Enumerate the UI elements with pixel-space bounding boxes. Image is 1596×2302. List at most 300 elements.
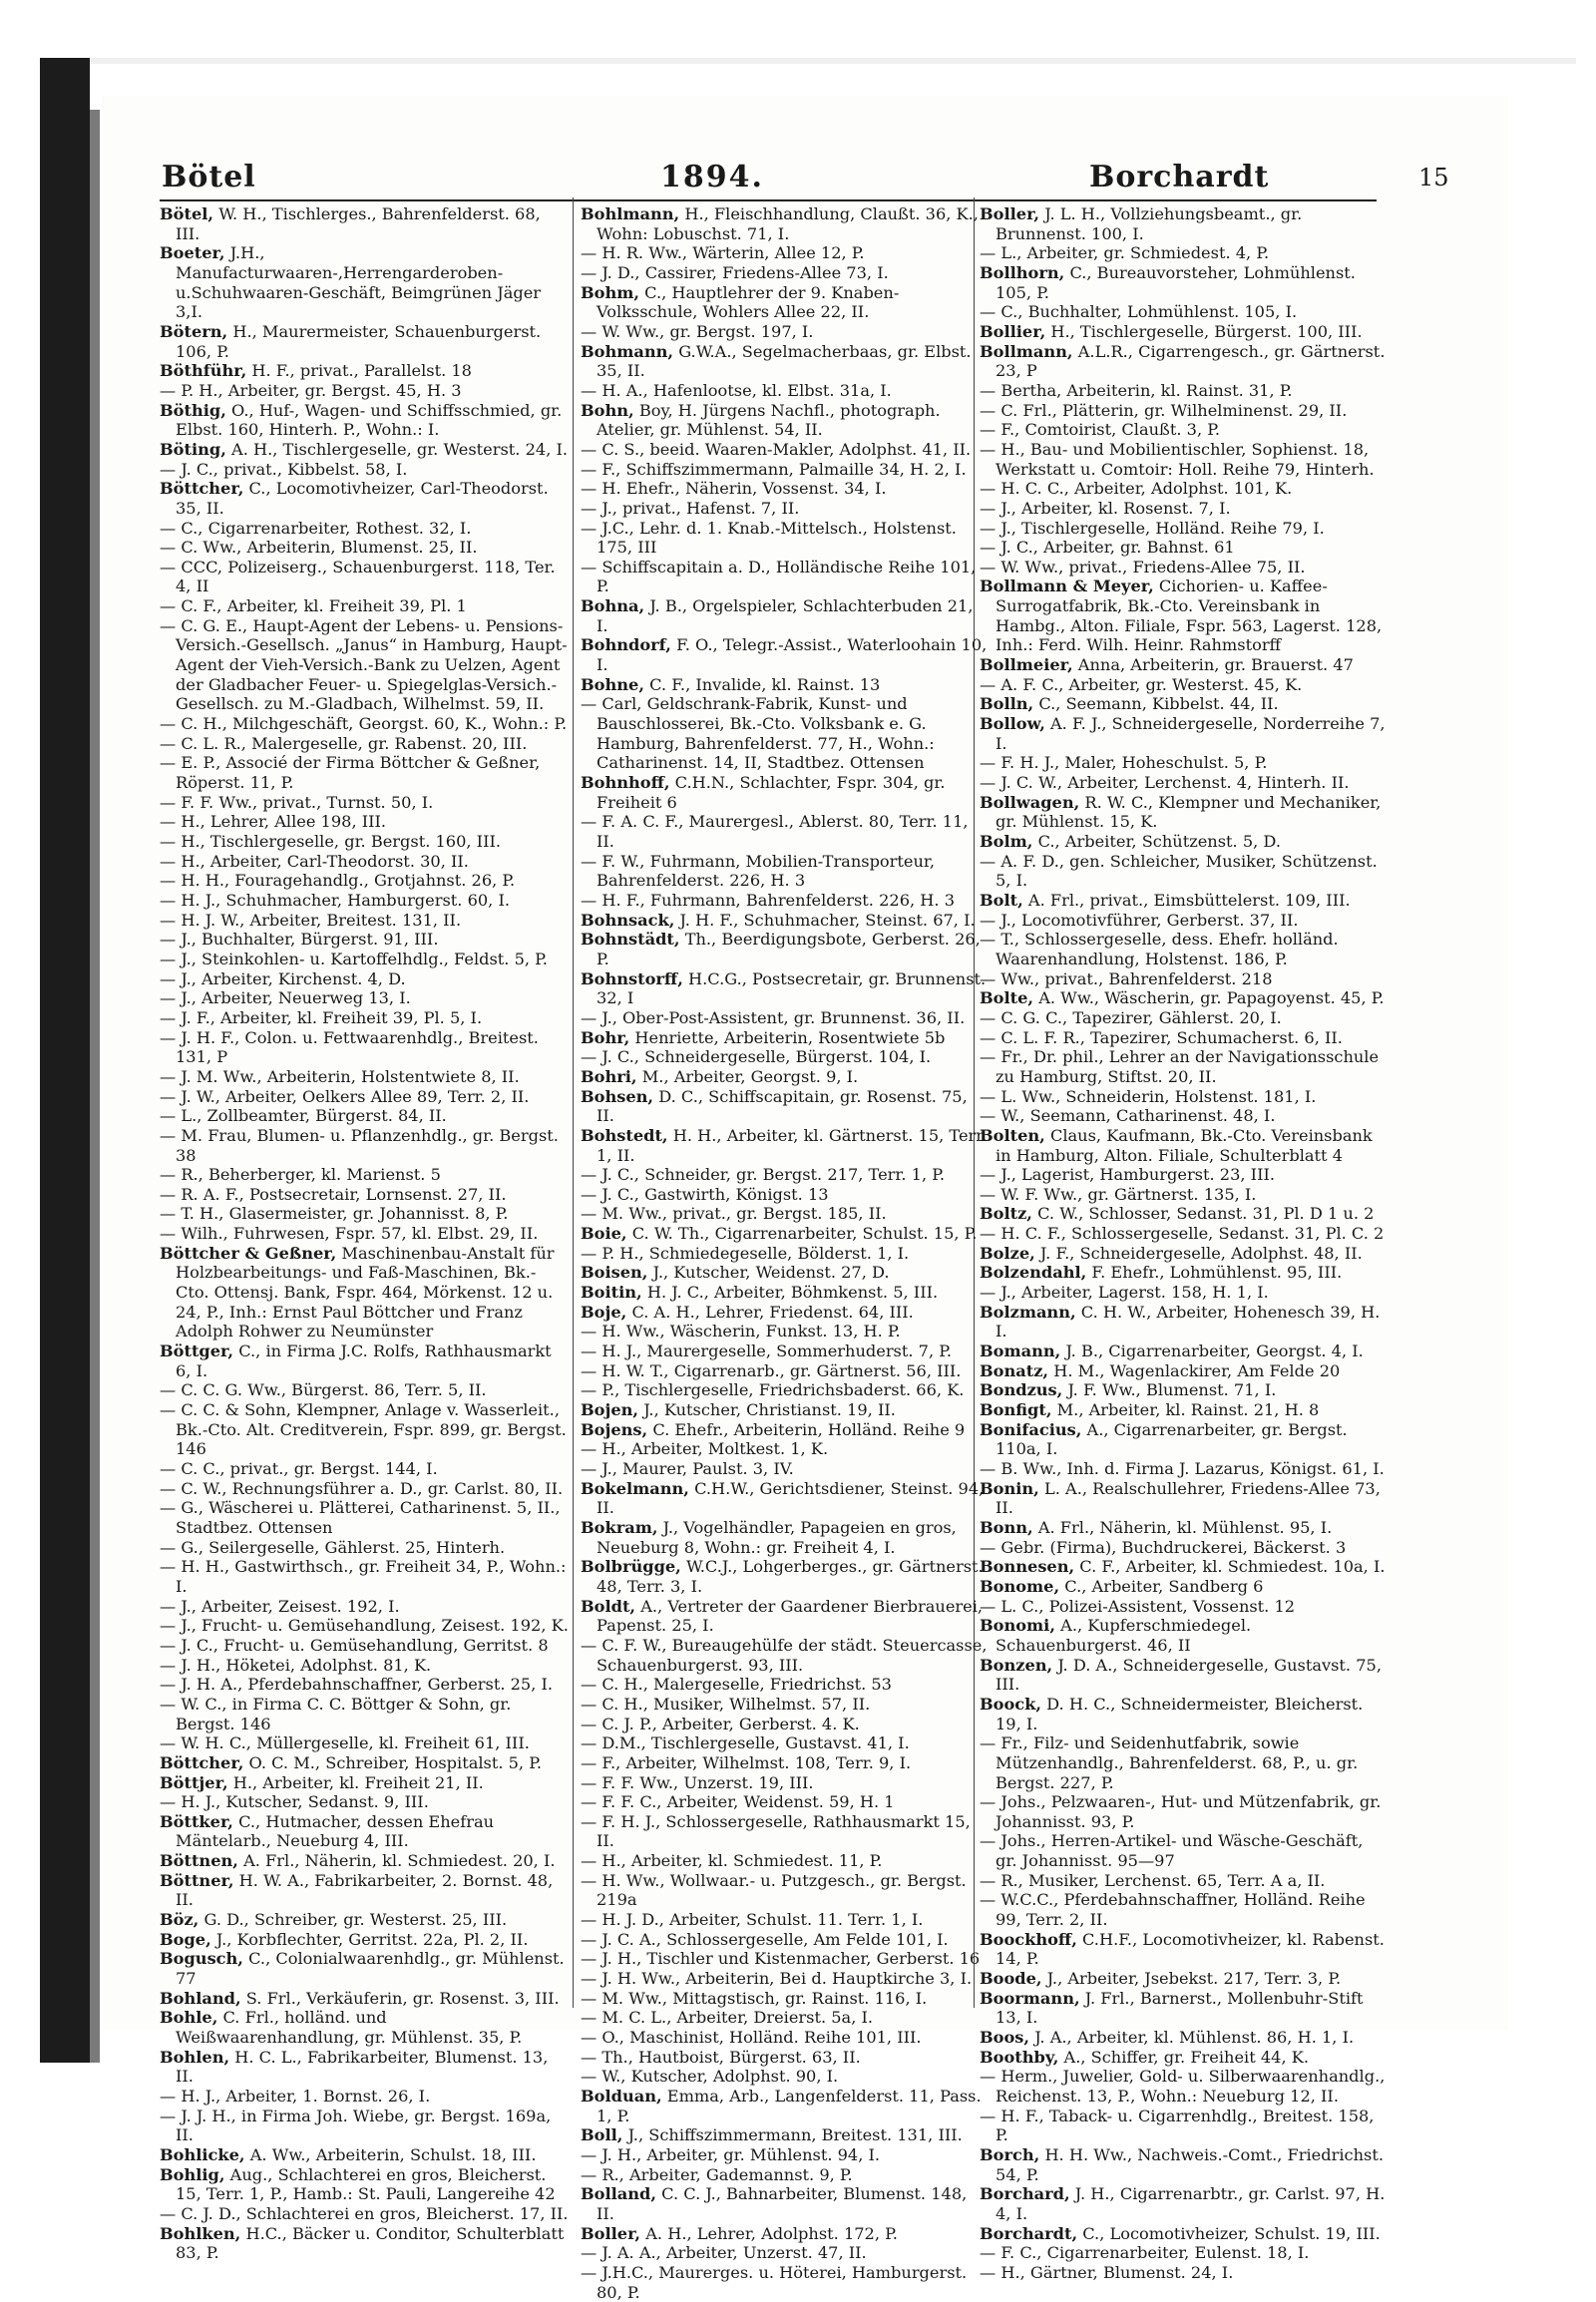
entry-surname: Bohnstädt, xyxy=(581,930,680,950)
entry-surname: Böttner, xyxy=(160,1870,234,1890)
entry-details: — J. W., Arbeiter, Oelkers Allee 89, Terr. 2, II. xyxy=(160,1086,530,1106)
entry-details: J., Arbeiter, Jsebekst. 217, Terr. 3, P. xyxy=(1046,1969,1342,1989)
entry-details: — D.M., Tischlergeselle, Gustavst. 41, I. xyxy=(581,1733,910,1753)
entry-details: J., Kutscher, Weidenst. 27, D. xyxy=(652,1263,890,1283)
directory-entry xyxy=(581,479,990,499)
directory-entry xyxy=(980,1342,1389,1361)
entry-surname: Bollmann & Meyer, xyxy=(980,576,1154,596)
entry-details: — J. C., Schneidergeselle, Bürgerst. 104, I. xyxy=(581,1047,932,1067)
directory-entry xyxy=(160,1949,569,1988)
directory-entry xyxy=(581,1047,990,1067)
directory-entry xyxy=(581,204,990,243)
entry-details: — W. Ww., gr. Bergst. 197, I. xyxy=(581,321,814,341)
entry-surname: Bogusch, xyxy=(160,1949,243,1969)
entry-details: — J., Tischlergeselle, Holländ. Reihe 79, I. xyxy=(980,518,1325,538)
entry-details: — C. G. C., Tapezirer, Gählerst. 20, I. xyxy=(980,1007,1282,1027)
entry-details: O., Huf-, Wagen- und Schiffsschmied, gr. Elbst. 160, Hinterh. P., Wohn.: I. xyxy=(176,400,563,440)
directory-entry xyxy=(581,283,990,322)
directory-entry xyxy=(581,1989,990,2009)
entry-details: W.C.J., Lohgerberges., gr. Gärtnerst. 48, Terr. 3, I. xyxy=(597,1557,984,1596)
entry-details: — C. S., beeid. Waaren-Makler, Adolphst. 41, II. xyxy=(581,439,972,459)
entry-details: A. Frl., Näherin, kl. Mühlenst. 95, I. xyxy=(1037,1517,1333,1537)
entry-surname: Bokram, xyxy=(581,1517,658,1537)
entry-surname: Böttcher, xyxy=(160,1752,244,1772)
entry-details: Anna, Arbeiterin, gr. Brauerst. 47 xyxy=(1077,655,1354,675)
directory-column-2 xyxy=(581,204,990,2302)
entry-details: — J. H. A., Pferdebahnschaffner, Gerberst. 25, I. xyxy=(160,1675,554,1695)
entry-details: C. W., Schlosser, Sedanst. 31, Pl. D 1 u. 2 xyxy=(1037,1204,1375,1224)
entry-surname: Bohnhoff, xyxy=(581,773,670,793)
entry-details: — H. R. Ww., Wärterin, Allee 12, P. xyxy=(581,243,865,263)
page-header xyxy=(102,160,1508,199)
directory-entry xyxy=(160,1165,569,1185)
directory-entry xyxy=(581,1263,990,1283)
entry-surname: Borchardt, xyxy=(980,2223,1078,2243)
entry-details: C., Colonialwaarenhdlg., gr. Mühlenst. 77 xyxy=(176,1949,565,1989)
entry-details: M., Arbeiter, Georgst. 9, I. xyxy=(641,1066,859,1086)
entry-details: — T. H., Glasermeister, gr. Johannisst. 8, P. xyxy=(160,1204,509,1224)
entry-details: — J. C., Frucht- u. Gemüsehandlung, Gerritst. 8 xyxy=(160,1635,549,1655)
directory-entry xyxy=(581,930,990,968)
directory-entry xyxy=(581,1400,990,1420)
entry-details: C., Seemann, Kibbelst. 44, II. xyxy=(1038,694,1279,714)
directory-entry xyxy=(980,263,1389,302)
directory-entry xyxy=(581,2145,990,2165)
directory-entry xyxy=(160,1459,569,1479)
entry-surname: Böz, xyxy=(160,1910,200,1930)
entry-surname: Boeter, xyxy=(160,243,225,263)
directory-entry xyxy=(980,694,1389,714)
entry-details: — Carl, Geldschrank-Fabrik, Kunst- und Bauschlosserei, Bk.-Cto. Volksbank e. G. Hamburg, Bahrenfelderst. 77, H., Wohn.: Catharinenst. 14, II, Stadtbez. Ottensen xyxy=(581,694,935,773)
directory-entry xyxy=(581,1773,990,1793)
entry-details: J. H. F., Schuhmacher, Steinst. 67, I. xyxy=(679,910,976,930)
entry-details: A. Frl., Näherin, kl. Schmiedest. 20, I. xyxy=(243,1851,556,1871)
entry-details: C., Locomotivheizer, Carl-Theodorst. 35, II. xyxy=(176,479,549,518)
directory-entry xyxy=(160,1557,569,1596)
entry-details: J. A., Arbeiter, kl. Mühlenst. 86, H. 1, I. xyxy=(1034,2028,1355,2048)
entry-surname: Bojens, xyxy=(581,1419,648,1439)
entry-details: — J., Locomotivführer, Gerberst. 37, II. xyxy=(980,910,1299,930)
directory-entry xyxy=(581,1165,990,1185)
directory-entry xyxy=(160,1753,569,1773)
entry-details: J., Kutscher, Christianst. 19, II. xyxy=(643,1400,896,1420)
entry-details: — J.H.C., Maurerges. u. Höterei, Hamburgerst. 80, P. xyxy=(581,2262,968,2302)
directory-entry xyxy=(160,1675,569,1695)
entry-details: — J. C., Schneider, gr. Bergst. 217, Terr. 1, P. xyxy=(581,1165,945,1185)
directory-entry xyxy=(581,635,990,674)
entry-details: — L. C., Polizei-Assistent, Vossenst. 12 xyxy=(980,1596,1296,1616)
entry-surname: Bolzendahl, xyxy=(980,1263,1087,1283)
directory-entry xyxy=(160,1479,569,1499)
entry-details: — F. A. C. F., Maurergesl., Ablerst. 80, Terr. 11, II. xyxy=(581,812,969,851)
directory-entry xyxy=(980,969,1389,989)
entry-surname: Bohne, xyxy=(581,674,644,694)
entry-surname: Boisen, xyxy=(581,1263,648,1283)
entry-details: — Fr., Filz- und Seidenhutfabrik, sowie Mützenhandlg., Bahrenfelderst. 68, P., u. gr. Bergst. 227, P. xyxy=(980,1733,1359,1792)
entry-surname: Boller, xyxy=(980,204,1040,223)
entry-details: — R., Arbeiter, Gademannst. 9, P. xyxy=(581,2164,853,2184)
directory-entry xyxy=(581,263,990,283)
entry-details: — H., Tischlergeselle, gr. Bergst. 160, III. xyxy=(160,832,502,851)
directory-entry xyxy=(160,1126,569,1165)
directory-entry xyxy=(160,1792,569,1812)
entry-details: A., Vertreter der Gaardener Bierbrauerei, Papenst. 25, I. xyxy=(597,1596,984,1636)
directory-entry xyxy=(160,381,569,401)
directory-entry xyxy=(581,243,990,263)
directory-entry xyxy=(980,1930,1389,1969)
directory-entry xyxy=(160,1851,569,1871)
entry-details: — C. L. R., Malergeselle, gr. Rabenst. 20, III. xyxy=(160,733,528,753)
directory-entry xyxy=(581,2087,990,2125)
entry-details: — H., Arbeiter, Carl-Theodorst. 30, II. xyxy=(160,851,469,871)
entry-details: — G., Seilergeselle, Gählerst. 25, Hinterh. xyxy=(160,1537,506,1557)
entry-surname: Bolln, xyxy=(980,694,1034,714)
directory-entry xyxy=(581,1342,990,1361)
directory-entry xyxy=(160,1224,569,1244)
entry-surname: Bohm, xyxy=(581,282,640,302)
directory-entry xyxy=(980,1969,1389,1989)
directory-entry xyxy=(160,1204,569,1224)
entry-details: — H. H., Fouragehandlg., Grotjahnst. 26, P. xyxy=(160,871,516,891)
entry-details: — J., Arbeiter, Neuerweg 13, I. xyxy=(160,988,411,1008)
entry-details: — H. Ww., Wollwaar.- u. Putzgesch., gr. Bergst. 219a xyxy=(581,1870,967,1910)
directory-entry xyxy=(160,204,569,243)
entry-details: J. D. A., Schneidergeselle, Gustavst. 75, III. xyxy=(996,1655,1382,1695)
directory-entry xyxy=(581,1479,990,1518)
entry-details: — J. C. W., Arbeiter, Lerchenst. 4, Hinterh. II. xyxy=(980,773,1350,793)
directory-entry xyxy=(581,1695,990,1715)
entry-surname: Boock, xyxy=(980,1694,1041,1714)
directory-entry xyxy=(160,911,569,931)
directory-entry xyxy=(980,1400,1389,1420)
directory-entry xyxy=(160,538,569,558)
entry-details: — F. F. C., Arbeiter, Weidenst. 59, H. 1 xyxy=(581,1792,895,1812)
entry-details: — H., Arbeiter, Moltkest. 1, K. xyxy=(581,1439,829,1459)
entry-surname: Boode, xyxy=(980,1969,1042,1989)
entry-details: — L., Zollbeamter, Bürgerst. 84, II. xyxy=(160,1106,447,1126)
directory-entry xyxy=(160,988,569,1008)
entry-details: — CCC, Polizeiserg., Schauenburgerst. 118, Ter. 4, II xyxy=(160,557,556,596)
entry-surname: Bolten, xyxy=(980,1125,1045,1145)
entry-details: J. B., Orgelspieler, Schlachterbuden 21, I. xyxy=(597,596,974,635)
entry-surname: Bohlken, xyxy=(160,2223,241,2243)
directory-entry xyxy=(160,1380,569,1400)
directory-entry xyxy=(581,1361,990,1381)
directory-entry xyxy=(160,852,569,872)
entry-surname: Boos, xyxy=(980,2028,1030,2048)
entry-details: G.W.A., Segelmacherbaas, gr. Elbst. 35, II. xyxy=(597,341,972,381)
directory-entry xyxy=(980,1518,1389,1538)
entry-details: — J., Arbeiter, Lagerst. 158, H. 1, I. xyxy=(980,1283,1269,1303)
directory-entry xyxy=(980,1871,1389,1891)
entry-surname: Boie, xyxy=(581,1224,627,1244)
directory-entry xyxy=(581,812,990,851)
entry-surname: Bötel, xyxy=(160,204,214,223)
entry-details: — W. Ww., privat., Friedens-Allee 75, II. xyxy=(980,557,1306,576)
entry-surname: Bohlicke, xyxy=(160,2144,245,2164)
entry-details: H., Maurermeister, Schauenburgerst. 106, P. xyxy=(176,321,542,361)
entry-details: — J., Arbeiter, kl. Rosenst. 7, I. xyxy=(980,498,1231,518)
directory-entry xyxy=(980,2048,1389,2068)
entry-details: — J. C., Arbeiter, gr. Bahnst. 61 xyxy=(980,538,1235,558)
entry-surname: Bohri, xyxy=(581,1066,637,1086)
entry-details: — F. C., Cigarrenarbeiter, Eulenst. 18, I. xyxy=(980,2243,1310,2263)
entry-details: — H. Ww., Wäscherin, Funkst. 13, H. P. xyxy=(581,1322,901,1342)
directory-entry xyxy=(980,930,1389,968)
entry-details: Claus, Kaufmann, Bk.-Cto. Vereinsbank in Hamburg, Alton. Filiale, Schulterblatt 4 xyxy=(996,1125,1373,1165)
entry-details: — H. H., Gastwirthsch., gr. Freiheit 34, P., Wohn.: I. xyxy=(160,1557,567,1596)
entry-details: C., in Firma J.C. Rolfs, Rathhausmarkt 6, I. xyxy=(176,1342,552,1380)
entry-details: F. O., Telegr.-Assist., Waterloohain 10, I. xyxy=(597,635,988,675)
entry-details: — C., Buchhalter, Lohmühlenst. 105, I. xyxy=(980,302,1298,322)
entry-surname: Bohlig, xyxy=(160,2164,225,2184)
entry-surname: Bollhorn, xyxy=(980,262,1065,282)
directory-entry xyxy=(581,1283,990,1303)
directory-entry xyxy=(980,2243,1389,2263)
entry-details: C. H. W., Arbeiter, Hohenesch 39, H. I. xyxy=(996,1302,1381,1342)
directory-entry xyxy=(160,1616,569,1636)
entry-details: Th., Beerdigungsbote, Gerberst. 26, P. xyxy=(597,930,981,968)
entry-details: J.H., Manufacturwaaren-,Herrengarderoben- u.Schuhwaaren-Geschäft, Beimgrünen Jäger 3,I. xyxy=(176,243,542,322)
directory-entry xyxy=(581,1557,990,1596)
directory-entry xyxy=(581,1733,990,1753)
entry-surname: Bohnsack, xyxy=(581,910,675,930)
entry-details: J. H., Cigarrenarbtr., gr. Carlst. 97, H. 4, I. xyxy=(996,2184,1386,2223)
entry-details: — J. C., privat., Kibbelst. 58, I. xyxy=(160,459,408,479)
directory-entry xyxy=(160,1342,569,1380)
entry-surname: Bolt, xyxy=(980,890,1023,910)
entry-details: — H. C. F., Schlossergeselle, Sedanst. 31, Pl. C. 2 xyxy=(980,1224,1385,1244)
entry-details: — O., Maschinist, Holländ. Reihe 101, III. xyxy=(581,2028,922,2048)
entry-details: H. C. L., Fabrikarbeiter, Blumenst. 13, II. xyxy=(176,2047,549,2087)
directory-entry xyxy=(581,2028,990,2048)
entry-details: — C. F., Arbeiter, kl. Freiheit 39, Pl. 1 xyxy=(160,596,467,616)
entry-surname: Bonzen, xyxy=(980,1655,1053,1675)
entry-details: — W. F. Ww., gr. Gärtnerst. 135, I. xyxy=(980,1184,1257,1204)
directory-entry xyxy=(581,1303,990,1323)
running-head-first-name: Bötel xyxy=(162,160,256,194)
directory-entry xyxy=(581,1518,990,1557)
entry-details: — F., Comtoirist, Claußt. 3, P. xyxy=(980,420,1220,440)
directory-entry xyxy=(980,499,1389,519)
directory-entry xyxy=(980,519,1389,539)
directory-entry xyxy=(160,793,569,813)
entry-details: — W., Seemann, Catharinenst. 48, I. xyxy=(980,1106,1276,1126)
entry-details: W. H., Tischlerges., Bahrenfelderst. 68, III. xyxy=(176,204,541,243)
entry-details: — C. W., Rechnungsführer a. D., gr. Carlst. 80, II. xyxy=(160,1478,564,1498)
directory-entry xyxy=(581,1008,990,1028)
entry-surname: Böting, xyxy=(160,439,226,459)
entry-details: — M. C. L., Arbeiter, Dreierst. 5a, I. xyxy=(581,2008,874,2028)
entry-details: — J. H. F., Colon. u. Fettwaarenhdlg., Breitest. 131, P xyxy=(160,1027,539,1067)
entry-details: — W.C.C., Pferdebahnschaffner, Holländ. Reihe 99, Terr. 2, II. xyxy=(980,1890,1366,1930)
directory-entry xyxy=(980,1283,1389,1303)
entry-details: H. H. Ww., Nachweis.-Comt., Friedrichst. 54, P. xyxy=(996,2144,1384,2184)
entry-details: C. Ehefr., Arbeiterin, Holländ. Reihe 9 xyxy=(652,1419,966,1439)
directory-entry xyxy=(581,1420,990,1440)
directory-entry xyxy=(581,1792,990,1812)
entry-details: — J. J. H., in Firma Joh. Wiebe, gr. Bergst. 169a, II. xyxy=(160,2106,552,2145)
entry-details: J. Frl., Barnerst., Mollenbuhr-Stift 13, I. xyxy=(996,1988,1364,2028)
entry-details: — F., Arbeiter, Wilhelmst. 108, Terr. 9, I. xyxy=(581,1752,912,1772)
directory-entry xyxy=(980,852,1389,891)
entry-details: — J. H., Arbeiter, gr. Mühlenst. 94, I. xyxy=(581,2144,881,2164)
entry-details: — Ww., privat., Bahrenfelderst. 218 xyxy=(980,968,1273,988)
entry-details: — J., Buchhalter, Bürgerst. 91, III. xyxy=(160,930,439,950)
entry-details: J. B., Cigarrenarbeiter, Georgst. 4, I. xyxy=(1065,1342,1364,1361)
entry-details: — J. C., Gastwirth, Königst. 13 xyxy=(581,1184,829,1204)
entry-surname: Bollmann, xyxy=(980,341,1073,361)
entry-details: C., Arbeiter, Sandberg 6 xyxy=(1064,1576,1264,1596)
directory-entry xyxy=(980,1303,1389,1342)
entry-details: — B. Ww., Inh. d. Firma J. Lazarus, Königst. 61, I. xyxy=(980,1459,1385,1478)
entry-details: — F. W., Fuhrmann, Mobilien-Transporteur, Bahrenfelderst. 226, H. 3 xyxy=(581,851,936,891)
entry-surname: Bondzus, xyxy=(980,1380,1063,1400)
scan-edge-top xyxy=(40,58,1576,64)
directory-entry xyxy=(160,460,569,480)
directory-entry xyxy=(160,1087,569,1107)
entry-details: Emma, Arb., Langenfelderst. 11, Pass. 1, P. xyxy=(597,2087,982,2125)
entry-details: H. W. A., Fabrikarbeiter, 2. Bornst. 48, II. xyxy=(176,1870,554,1910)
entry-details: H. F., privat., Parallelst. 18 xyxy=(251,361,472,381)
directory-entry xyxy=(160,243,569,322)
directory-entry xyxy=(160,1910,569,1930)
entry-surname: Böttker, xyxy=(160,1811,233,1831)
directory-entry xyxy=(581,2048,990,2068)
entry-details: — H. C. C., Arbeiter, Adolphst. 101, K. xyxy=(980,479,1293,499)
entry-surname: Bomann, xyxy=(980,1342,1061,1361)
directory-entry xyxy=(581,1244,990,1264)
entry-details: F. Ehefr., Lohmühlenst. 95, III. xyxy=(1091,1263,1343,1283)
entry-details: — J., privat., Hafenst. 7, II. xyxy=(581,498,800,518)
directory-entry xyxy=(980,302,1389,322)
entry-details: — J., Ober-Post-Assistent, gr. Brunnenst. 36, II. xyxy=(581,1007,966,1027)
directory-entry xyxy=(581,1067,990,1087)
entry-details: J., Schiffszimmermann, Breitest. 131, III. xyxy=(627,2125,963,2145)
entry-surname: Bollier, xyxy=(980,321,1046,341)
directory-entry xyxy=(160,753,569,792)
entry-details: — H. F., Taback- u. Cigarrenhdlg., Breitest. 158, P. xyxy=(980,2106,1375,2145)
entry-details: H., Tischlergeselle, Bürgerst. 100, III. xyxy=(1050,321,1363,341)
entry-details: C.H.N., Schlachter, Fspr. 304, gr. Freiheit 6 xyxy=(597,773,946,812)
directory-entry xyxy=(160,871,569,891)
entry-details: — J., Lagerist, Hamburgerst. 23, III. xyxy=(980,1165,1276,1185)
directory-entry xyxy=(980,1656,1389,1695)
directory-entry xyxy=(581,1715,990,1734)
directory-entry xyxy=(980,2028,1389,2048)
entry-details: — L., Arbeiter, gr. Schmiedest. 4, P. xyxy=(980,243,1270,263)
entry-details: — C. L. F. R., Tapezirer, Schumacherst. 6, II. xyxy=(980,1027,1343,1047)
entry-details: — Fr., Dr. phil., Lehrer an der Navigationsschule zu Hamburg, Stiftst. 20, II. xyxy=(980,1047,1380,1086)
entry-surname: Bohr, xyxy=(581,1027,630,1047)
directory-entry xyxy=(160,950,569,969)
entry-surname: Bohsen, xyxy=(581,1086,654,1106)
directory-entry xyxy=(980,773,1389,793)
entry-surname: Bonifacius, xyxy=(980,1419,1082,1439)
directory-entry xyxy=(980,655,1389,675)
entry-details: — C. F. W., Bureaugehülfe der städt. Steuercasse, Schauenburgerst. 93, III. xyxy=(581,1635,988,1675)
directory-entry xyxy=(581,1439,990,1459)
entry-surname: Bolte, xyxy=(980,988,1034,1008)
entry-surname: Bokelmann, xyxy=(581,1478,689,1498)
directory-entry xyxy=(160,2087,569,2107)
directory-entry xyxy=(160,2048,569,2087)
directory-entry xyxy=(980,2184,1389,2223)
directory-entry xyxy=(980,891,1389,911)
entry-details: — P., Tischlergeselle, Friedrichsbaderst. 66, K. xyxy=(581,1380,965,1400)
directory-entry xyxy=(581,2008,990,2028)
entry-details: — C. C. G. Ww., Bürgerst. 86, Terr. 5, II. xyxy=(160,1380,487,1400)
entry-surname: Boitin, xyxy=(581,1283,642,1303)
directory-entry xyxy=(980,558,1389,577)
directory-entry xyxy=(980,1989,1389,2028)
directory-entry xyxy=(980,1831,1389,1870)
directory-entry xyxy=(581,1224,990,1244)
entry-details: — A. F. D., gen. Schleicher, Musiker, Schützenst. 5, I. xyxy=(980,851,1378,891)
directory-entry xyxy=(160,1656,569,1676)
directory-entry xyxy=(160,1930,569,1950)
directory-entry xyxy=(160,1538,569,1558)
entry-details: — J., Arbeiter, Kirchenst. 4, D. xyxy=(160,968,406,988)
entry-details: — G., Wäscherei u. Plätterei, Catharinenst. 5, II., Stadtbez. Ottensen xyxy=(160,1498,561,1537)
directory-entry xyxy=(980,1087,1389,1107)
directory-entry xyxy=(581,322,990,342)
entry-details: — P. H., Schmiedegeselle, Bölderst. 1, I. xyxy=(581,1243,910,1263)
entry-surname: Bolland, xyxy=(581,2184,656,2204)
entry-details: J., Vogelhändler, Papageien en gros, Neueburg 8, Wohn.: gr. Freiheit 4, I. xyxy=(597,1517,957,1557)
entry-details: — M. Ww., privat., gr. Bergst. 185, II. xyxy=(581,1204,887,1224)
entry-details: — C. Ww., Arbeiterin, Blumenst. 25, II. xyxy=(160,538,478,558)
entry-surname: Böthig, xyxy=(160,400,226,420)
directory-entry xyxy=(980,1008,1389,1028)
directory-entry xyxy=(160,2224,569,2263)
entry-surname: Boormann, xyxy=(980,1988,1080,2008)
directory-entry xyxy=(980,1165,1389,1185)
entry-details: — J., Maurer, Paulst. 3, IV. xyxy=(581,1459,794,1478)
entry-details: — R., Beherberger, kl. Marienst. 5 xyxy=(160,1165,441,1185)
entry-surname: Boje, xyxy=(581,1302,627,1322)
entry-details: — H. J., Maurergeselle, Sommerhuderst. 7, P. xyxy=(581,1342,953,1361)
entry-details: H.C., Bäcker u. Conditor, Schulterblatt 83, P. xyxy=(176,2223,565,2263)
directory-entry xyxy=(980,538,1389,558)
entry-details: — F. H. J., Maler, Hoheschulst. 5, P. xyxy=(980,753,1268,773)
directory-entry xyxy=(980,479,1389,499)
entry-surname: Böthführ, xyxy=(160,361,247,381)
directory-entry xyxy=(581,2165,990,2185)
directory-entry xyxy=(160,891,569,911)
directory-entry xyxy=(980,1204,1389,1224)
entry-details: A. Ww., Arbeiterin, Schulst. 18, III. xyxy=(249,2144,537,2164)
entry-surname: Bolzmann, xyxy=(980,1302,1076,1322)
entry-details: A. Frl., privat., Eimsbüttelerst. 109, III. xyxy=(1027,890,1351,910)
entry-details: J. F. Ww., Blumenst. 71, I. xyxy=(1067,1380,1277,1400)
entry-details: — C. J. P., Arbeiter, Gerberst. 4. K. xyxy=(581,1714,860,1733)
entry-details: C. A. H., Lehrer, Friedenst. 64, III. xyxy=(631,1302,914,1322)
directory-entry xyxy=(160,1871,569,1910)
entry-details: — M. Frau, Blumen- u. Pflanzenhdlg., gr. Bergst. 38 xyxy=(160,1125,559,1165)
entry-details: — J.C., Lehr. d. 1. Knab.-Mittelsch., Holstenst. 175, III xyxy=(581,518,957,558)
directory-entry xyxy=(160,440,569,460)
directory-entry xyxy=(581,2263,990,2302)
entry-surname: Bötern, xyxy=(160,321,228,341)
directory-entry xyxy=(980,381,1389,401)
entry-surname: Böttcher, xyxy=(160,479,244,499)
entry-details: M., Arbeiter, kl. Rainst. 21, H. 8 xyxy=(1056,1400,1320,1420)
entry-surname: Bonin, xyxy=(980,1478,1039,1498)
entry-details: — H. F., Fuhrmann, Bahrenfelderst. 226, H. 3 xyxy=(581,890,955,910)
entry-surname: Bojen, xyxy=(581,1400,639,1420)
entry-surname: Bollwagen, xyxy=(980,792,1080,812)
